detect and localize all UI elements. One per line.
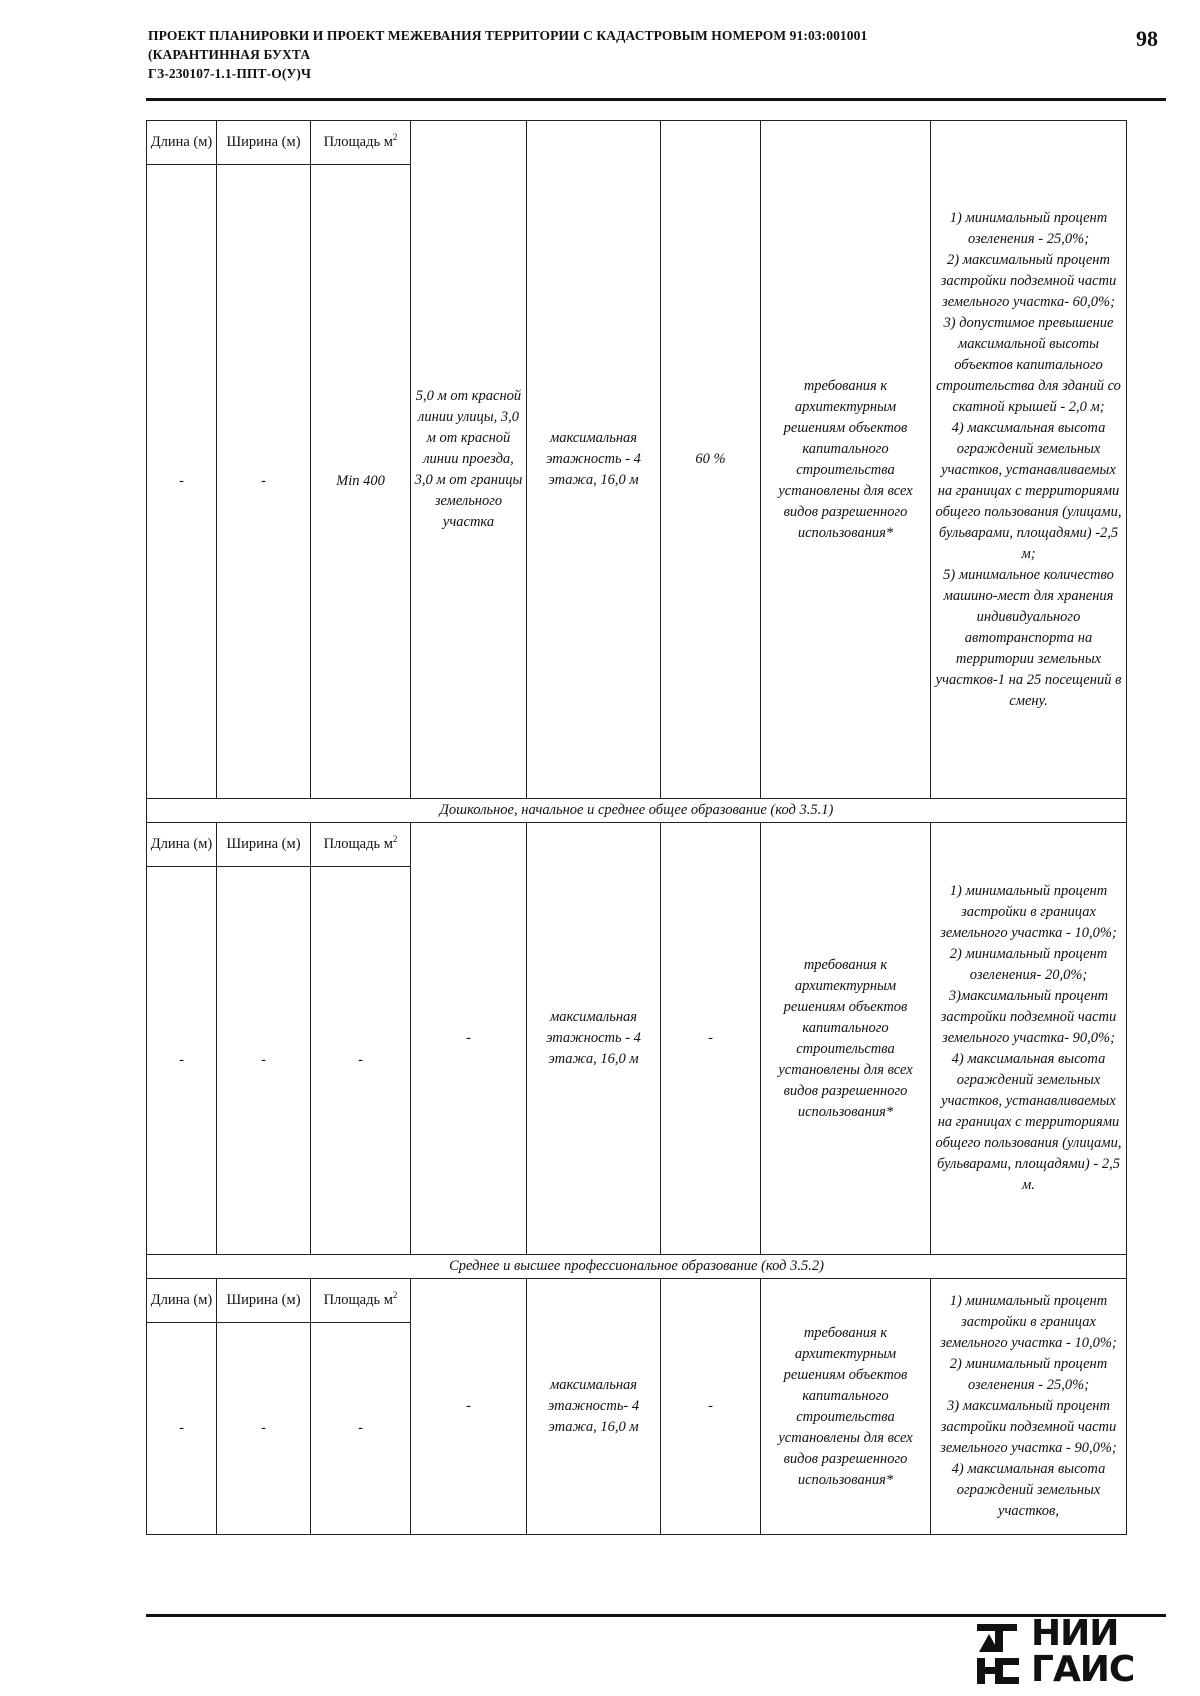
section-row <box>147 799 1127 823</box>
block-1-param: 5) минимальное количество машино-мест для хранения индивидуального автотранспорта на территории земельных участков-1 на 25 посещений в смену. <box>935 566 1122 709</box>
niigais-logo-text <box>1031 1613 1135 1690</box>
block-3-coverage: - <box>661 1279 761 1535</box>
block-3-params <box>931 1279 1127 1535</box>
col-length-header: Длина (м) <box>147 823 217 867</box>
block-1-param: 4) максимальная высота ограждений земельных участков, устанавливаемых на границах с территориями общего пользования (улицами, бульварами, площадями) -2,5 м; <box>935 419 1122 562</box>
logo-line1: НИИ <box>1031 1613 1119 1654</box>
niigais-logo-mark <box>975 1622 1021 1688</box>
block-2-param: 1) минимальный процент застройки в границах земельного участка - 10,0%; <box>940 883 1117 941</box>
block-1-floors: максимальная этажность - 4 этажа, 16,0 м <box>527 121 661 799</box>
col-area-header: Площадь $м^2$ <box>311 823 411 867</box>
section-row <box>147 1255 1127 1279</box>
col-width-header: Ширина (м) <box>217 823 311 867</box>
col-width-header: Ширина (м) <box>217 1279 311 1323</box>
header-rule <box>146 98 1166 101</box>
block-1-param: 2) максимальный процент застройки подземной части земельного участка- 60,0%; <box>940 251 1117 310</box>
block-2-length: - <box>147 867 217 1255</box>
block-3-header-row <box>147 1279 1127 1323</box>
block-1-coverage: 60 % <box>661 121 761 799</box>
block-1-area: Min 400 <box>311 165 411 799</box>
block-1-length: - <box>147 165 217 799</box>
regulations-table <box>146 120 1127 1535</box>
col-length-header: Длина (м) <box>147 121 217 165</box>
block-2-header-row <box>147 823 1127 867</box>
block-3-param: 1) минимальный процент застройки в границах земельного участка - 10,0%; <box>940 1293 1117 1351</box>
niigais-logo <box>975 1613 1185 1690</box>
logo-line2: ГАИС <box>1031 1649 1135 1690</box>
block-3-area: - <box>311 1323 411 1535</box>
block-1-param: 1) минимальный процент озеленения - 25,0%; <box>949 209 1108 247</box>
block-2-arch-requirements: требования к архитектурным решениям объектов капитального строительства установлены для всех видов разрешенного использования* <box>761 823 931 1255</box>
block-2-param: 3)максимальный процент застройки подземной части земельного участка- 90,0%; <box>940 988 1117 1046</box>
block-3-param: 4) максимальная высота ограждений земельных участков, <box>951 1461 1106 1519</box>
block-3-width: - <box>217 1323 311 1535</box>
col-length-header: Длина (м) <box>147 1279 217 1323</box>
block-1-params <box>931 121 1127 799</box>
block-1-header-row <box>147 121 1127 165</box>
block-3-setback: - <box>411 1279 527 1535</box>
block-2-area: - <box>311 867 411 1255</box>
section-title: Среднее и высшее профессиональное образование (код 3.5.2) <box>147 1255 1127 1279</box>
header-title-line2: (КАРАНТИННАЯ БУХТА <box>148 47 311 62</box>
block-2-param: 4) максимальная высота ограждений земельных участков, устанавливаемых на границах с территориями общего пользования (улицами, бульварами, площадями) - 2,5 м. <box>935 1051 1122 1193</box>
block-1-setback: 5,0 м от красной линии улицы, 3,0 м от красной линии проезда, 3,0 м от границы земельного участка <box>411 121 527 799</box>
block-3-length: - <box>147 1323 217 1535</box>
block-3-floors: максимальная этажность- 4 этажа, 16,0 м <box>527 1279 661 1535</box>
block-2-width: - <box>217 867 311 1255</box>
header-document-code: ГЗ-230107-1.1-ППТ-О(У)Ч <box>148 66 312 81</box>
block-2-param: 2) минимальный процент озеленения- 20,0%; <box>949 946 1108 983</box>
block-1-param: 3) допустимое превышение максимальной высоты объектов капитального строительства для зданий со скатной крышей - 2,0 м; <box>936 314 1121 415</box>
col-area-header: Площадь $м^2$ <box>311 121 411 165</box>
block-3-param: 2) минимальный процент озеленения - 25,0%; <box>949 1356 1108 1393</box>
block-2-floors: максимальная этажность - 4 этажа, 16,0 м <box>527 823 661 1255</box>
section-title: Дошкольное, начальное и среднее общее образование (код 3.5.1) <box>147 799 1127 823</box>
block-1-arch-requirements: требования к архитектурным решениям объектов капитального строительства установлены для всех видов разрешенного использования* <box>761 121 931 799</box>
block-1-width: - <box>217 165 311 799</box>
header-title-line1: ПРОЕКТ ПЛАНИРОВКИ И ПРОЕКТ МЕЖЕВАНИЯ ТЕРРИТОРИИ С КАДАСТРОВЫМ НОМЕРОМ 91:03:001001 <box>148 28 868 43</box>
block-2-params <box>931 823 1127 1255</box>
col-width-header: Ширина (м) <box>217 121 311 165</box>
block-3-arch-requirements: требования к архитектурным решениям объектов капитального строительства установлены для всех видов разрешенного использования* <box>761 1279 931 1535</box>
page-number: 98 <box>1136 26 1158 51</box>
col-area-header: Площадь $м^2$ <box>311 1279 411 1323</box>
block-3-param: 3) максимальный процент застройки подземной части земельного участка - 90,0%; <box>940 1398 1117 1456</box>
footer-rule <box>146 1614 1166 1617</box>
block-2-coverage: - <box>661 823 761 1255</box>
document-header <box>148 26 1088 83</box>
block-2-setback: - <box>411 823 527 1255</box>
